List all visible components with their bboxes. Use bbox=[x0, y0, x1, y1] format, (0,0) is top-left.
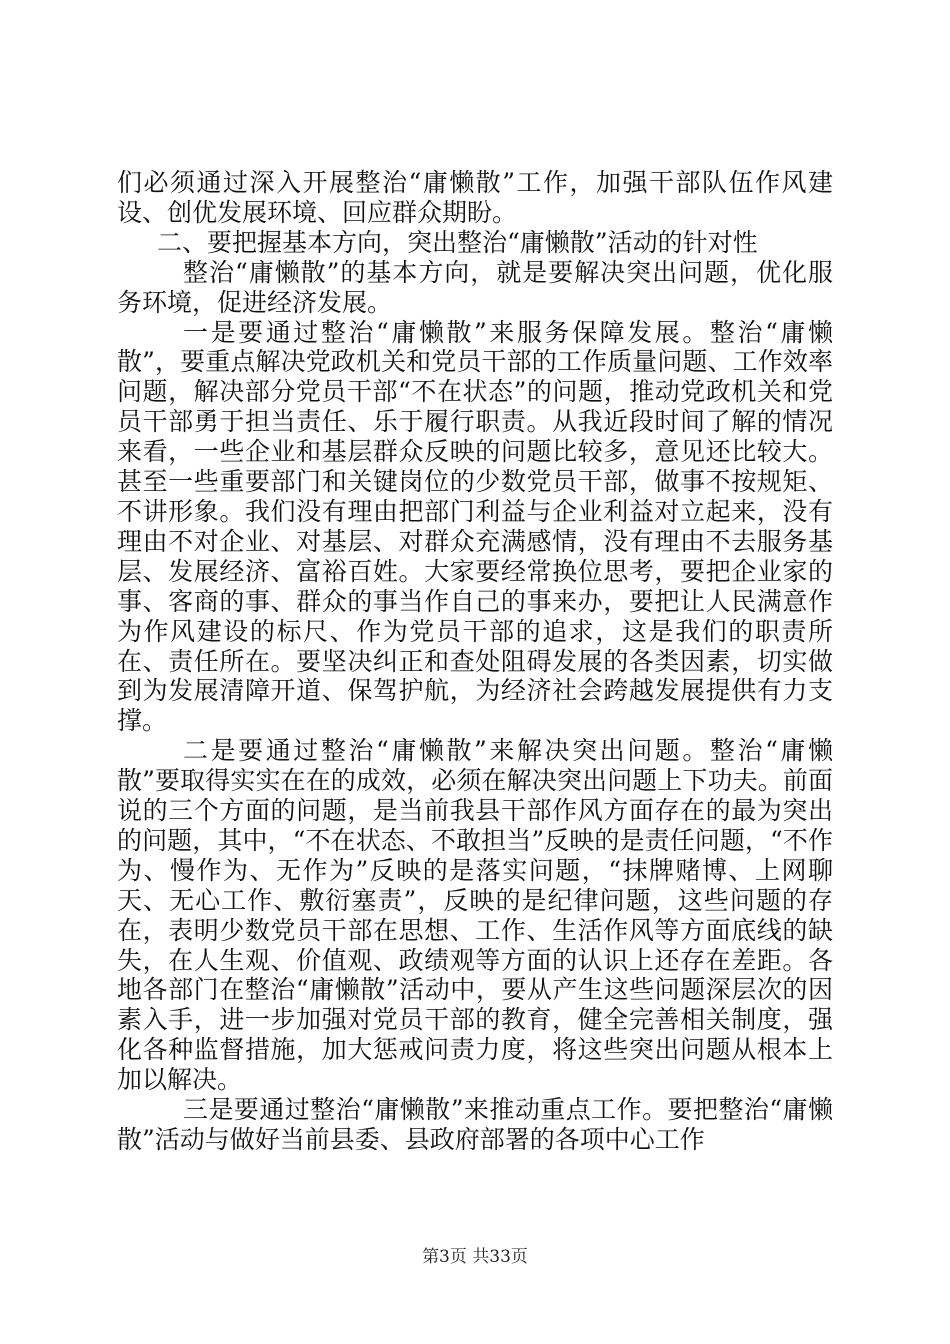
paragraph-point-three: 三是要通过整治“庸懒散”来推动重点工作。要把整治“庸懒散”活动与做好当前县委、县政府部署的各项中心工作 bbox=[117, 1095, 833, 1154]
body-text bbox=[117, 168, 833, 1155]
section-heading: 二、要把握基本方向，突出整治“庸懒散”活动的针对性 bbox=[157, 227, 758, 257]
paragraph-point-two: 二是要通过整治“庸懒散”来解决突出问题。整治“庸懒散”要取得实实在在的成效，必须在解决突出问题上下功夫。前面说的三个方面的问题，是当前我县干部作风方面存在的最为突出的问题，其中，“不在状态、不敢担当”反映的是责任问题，“不作为、慢作为、无作为”反映的是落实问题，“抹牌赌博、上网聊天、无心工作、敷衍塞责”，反映的是纪律问题，这些问题的存在，表明少数党员干部在思想、工作、生活作风等方面底线的缺失，在人生观、价值观、政绩观等方面的认识上还存在差距。各地各部门在整治“庸懒散”活动中，要从产生这些问题深层次的因素入手，进一步加强对党员干部的教育，健全完善相关制度，强化各种监督措施，加大惩戒问责力度，将这些突出问题从根本上加以解决。 bbox=[117, 736, 833, 1095]
page-number-footer: 第3页 共33页 bbox=[422, 1247, 528, 1267]
paragraph-basic-direction: 整治“庸懒散”的基本方向，就是要解决突出问题，优化服务环境，促进经济发展。 bbox=[117, 257, 833, 317]
paragraph-continuation: 们必须通过深入开展整治“庸懒散”工作，加强干部队伍作风建设、创优发展环境、回应群众期盼。 bbox=[117, 168, 833, 227]
paragraph-point-one: 一是要通过整治“庸懒散”来服务保障发展。整治“庸懒散”，要重点解决党政机关和党员干部的工作质量问题、工作效率问题，解决部分党员干部“不在状态”的问题，推动党政机关和党员干部勇于担当责任、乐于履行职责。从我近段时间了解的情况来看，一些企业和基层群众反映的问题比较多，意见还比较大。甚至一些重要部门和关键岗位的少数党员干部，做事不按规矩、不讲形象。我们没有理由把部门利益与企业利益对立起来，没有理由不对企业、对基层、对群众充满感情，没有理由不去服务基层、发展经济、富裕百姓。大家要经常换位思考，要把企业家的事、客商的事、群众的事当作自己的事来办，要把让人民满意作为作风建设的标尺、作为党员干部的追求，这是我们的职责所在、责任所在。要坚决纠正和查处阻碍发展的各类因素，切实做到为发展清障开道、保驾护航，为经济社会跨越发展提供有力支撑。 bbox=[117, 317, 833, 736]
